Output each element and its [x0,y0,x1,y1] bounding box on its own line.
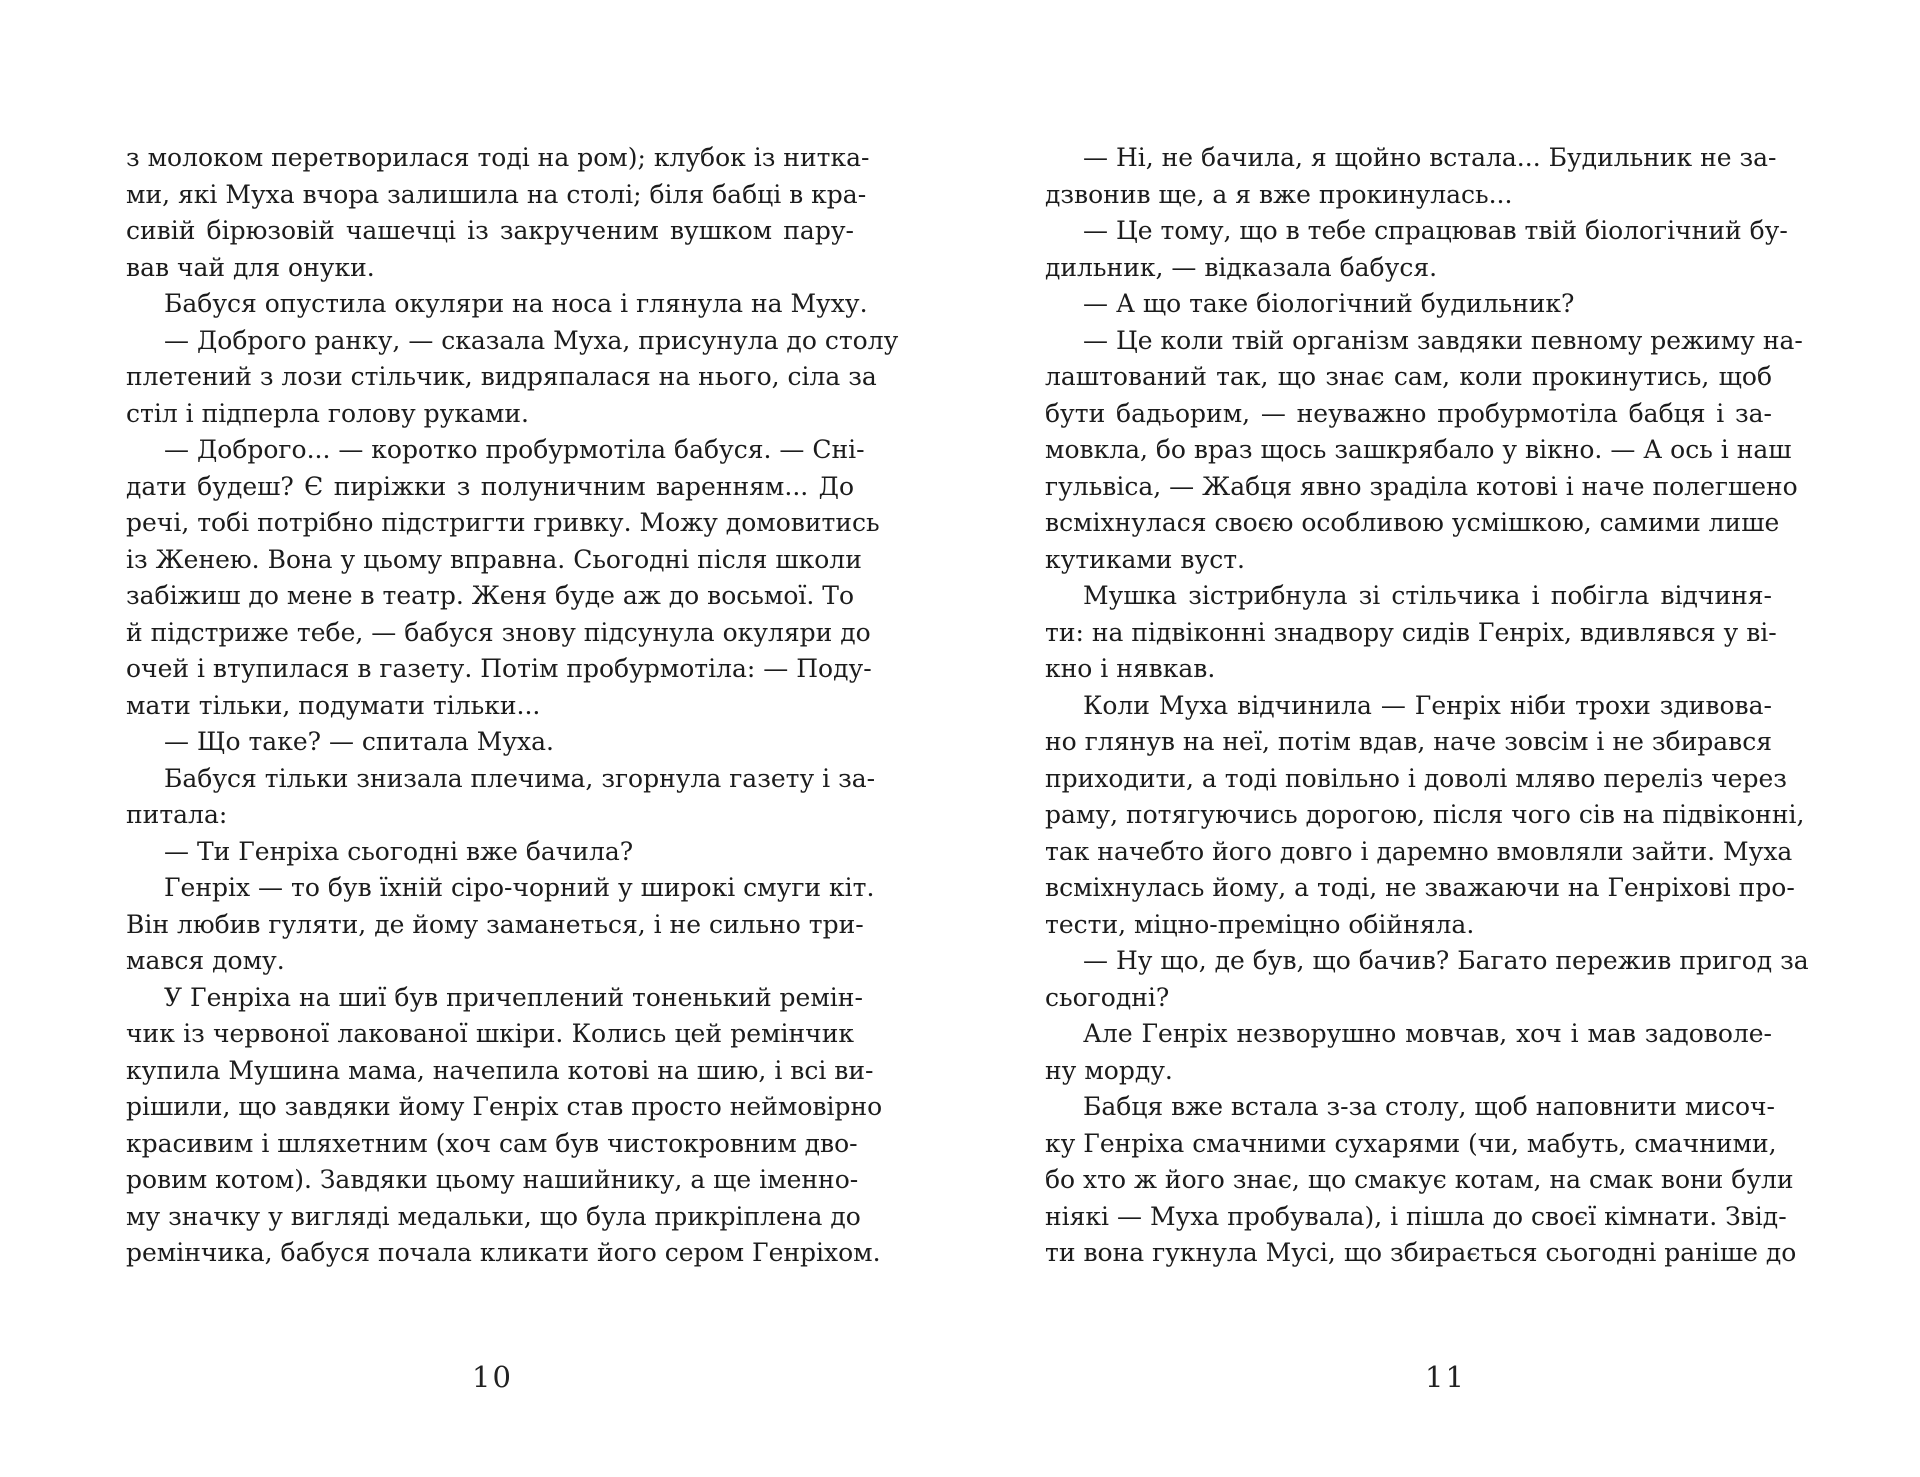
text-line: стіл і підперла голову руками. [126,398,529,428]
text-line: — Що таке? — спитала Муха. [164,727,554,756]
text-line: — Доброго... — коротко пробурмотіла бабуся. — Сні- [164,435,865,464]
text-line: ти вона гукнула Мусі, що збирається сьогодні раніше до [1045,1238,1797,1267]
text-line: з молоком перетворилася тоді на ром); клубок із нитка- [126,143,870,172]
text-line: бо хто ж його знає, що смакує котам, на смак вони були [1045,1165,1794,1194]
text-line: із Женею. Вона у цьому вправна. Сьогодні після школи [126,544,862,574]
text-line: лаштований так, що знає сам, коли прокинутись, щоб [1045,362,1772,391]
text-line: Бабця вже встала з-за столу, щоб наповнити мисоч- [1083,1092,1775,1121]
right-page-number: 11 [1425,1360,1466,1394]
text-line: бути бадьорим, — неуважно пробурмотіла бабця і за- [1045,398,1772,428]
text-line: мовкла, бо враз щось зашкрябало у вікно. — А ось і наш [1045,435,1792,464]
text-line: вав чай для онуки. [126,252,375,282]
text-line: дзвонив ще, а я вже прокинулась... [1045,179,1513,209]
text-line: сьогодні? [1045,982,1170,1012]
text-line: й підстриже тебе, — бабуся знову підсунула окуляри до [126,617,871,647]
text-line: ти: на підвіконні знадвору сидів Генріх, вдивлявся у ві- [1045,617,1777,647]
text-line: мався дому. [126,946,285,975]
text-line: очей і втупилася в газету. Потім пробурмотіла: — Поду- [126,654,872,683]
text-line: приходити, а тоді повільно і доволі мляво переліз через [1045,763,1787,793]
text-line: — Це коли твій організм завдяки певному режиму на- [1083,325,1803,355]
text-line: но глянув на неї, потім вдав, наче зовсім і не збирався [1045,727,1772,756]
text-line: кутиками вуст. [1045,544,1245,574]
text-line: ку Генріха смачними сухарями (чи, мабуть, смачними, [1045,1128,1777,1158]
left-page-number: 10 [472,1360,513,1394]
text-line: раму, потягуючись дорогою, після чого сів на підвіконні, [1045,800,1805,829]
text-line: ми, які Муха вчора залишила на столі; біля бабці в кра- [126,179,867,209]
text-line: дильник, — відказала бабуся. [1045,252,1438,282]
text-line: Генріх — то був їхній сіро-чорний у широкі смуги кіт. [164,873,875,902]
text-line: рішили, що завдяки йому Генріх став просто неймовірно [126,1092,883,1121]
text-line: — Ні, не бачила, я щойно встала... Будильник не за- [1083,143,1777,172]
text-line: — А що таке біологічний будильник? [1083,289,1575,318]
text-line: кно і нявкав. [1045,654,1216,683]
text-line: плетений з лози стільчик, видряпалася на нього, сіла за [126,362,877,391]
text-line: питала: [126,800,228,829]
text-line: сивій бірюзовій чашечці із закрученим вушком пару- [126,216,854,245]
right-page-text [1045,140,1809,1272]
text-line: ніякі — Муха пробувала), і пішла до своєї кімнати. Звід- [1045,1201,1787,1231]
text-line: купила Мушина мама, начепила котові на шию, і всі ви- [126,1055,874,1085]
text-line: му значку у вигляді медальки, що була прикріплена до [126,1201,861,1231]
text-line: Мушка зістрибнула зі стільчика і побігла відчиня- [1083,581,1772,610]
right-page [960,0,1920,1477]
text-line: У Генріха на шиї був причеплений тоненький ремін- [164,982,863,1012]
text-line: мати тільки, подумати тільки... [126,690,541,720]
text-line: Він любив гуляти, де йому заманеться, і не сильно три- [126,909,864,939]
left-page-text [126,140,899,1272]
text-line: Але Генріх незворушно мовчав, хоч і мав задоволе- [1083,1019,1772,1048]
text-line: — Ти Генріха сьогодні вже бачила? [164,836,634,866]
text-line: забіжиш до мене в театр. Женя буде аж до восьмої. То [126,581,855,610]
text-line: — Доброго ранку, — сказала Муха, присунула до столу [164,325,899,355]
text-line: тести, міцно-преміцно обійняла. [1045,909,1475,939]
text-line: дати будеш? Є пиріжки з полуничним варенням... До [126,471,854,501]
text-line: всміхнулась йому, а тоді, не зважаючи на Генріхові про- [1045,873,1795,902]
text-line: Бабуся тільки знизала плечима, згорнула газету і за- [164,763,876,793]
text-line: Бабуся опустила окуляри на носа і глянула на Муху. [164,289,868,318]
text-line: ремінчика, бабуся почала кликати його сером Генріхом. [126,1238,881,1267]
text-line: красивим і шляхетним (хоч сам був чистокровним дво- [126,1128,858,1158]
text-line: всміхнулася своєю особливою усмішкою, самими лише [1045,508,1780,537]
text-line: Коли Муха відчинила — Генріх ніби трохи здивова- [1083,690,1772,720]
text-line: речі, тобі потрібно підстригти гривку. Можу домовитись [126,508,880,537]
text-line: — Ну що, де був, що бачив? Багато пережив пригод за [1083,946,1809,975]
text-line: гульвіса, — Жабця явно зраділа котові і наче полегшено [1045,471,1798,501]
text-line: ровим котом). Завдяки цьому нашийнику, а ще іменно- [126,1165,859,1194]
text-line: так начебто його довго і даремно вмовляли зайти. Муха [1045,836,1793,866]
text-line: ну морду. [1045,1055,1173,1085]
text-line: чик із червоної лакованої шкіри. Колись цей ремінчик [126,1019,854,1048]
text-line: — Це тому, що в тебе спрацював твій біологічний бу- [1083,216,1788,245]
